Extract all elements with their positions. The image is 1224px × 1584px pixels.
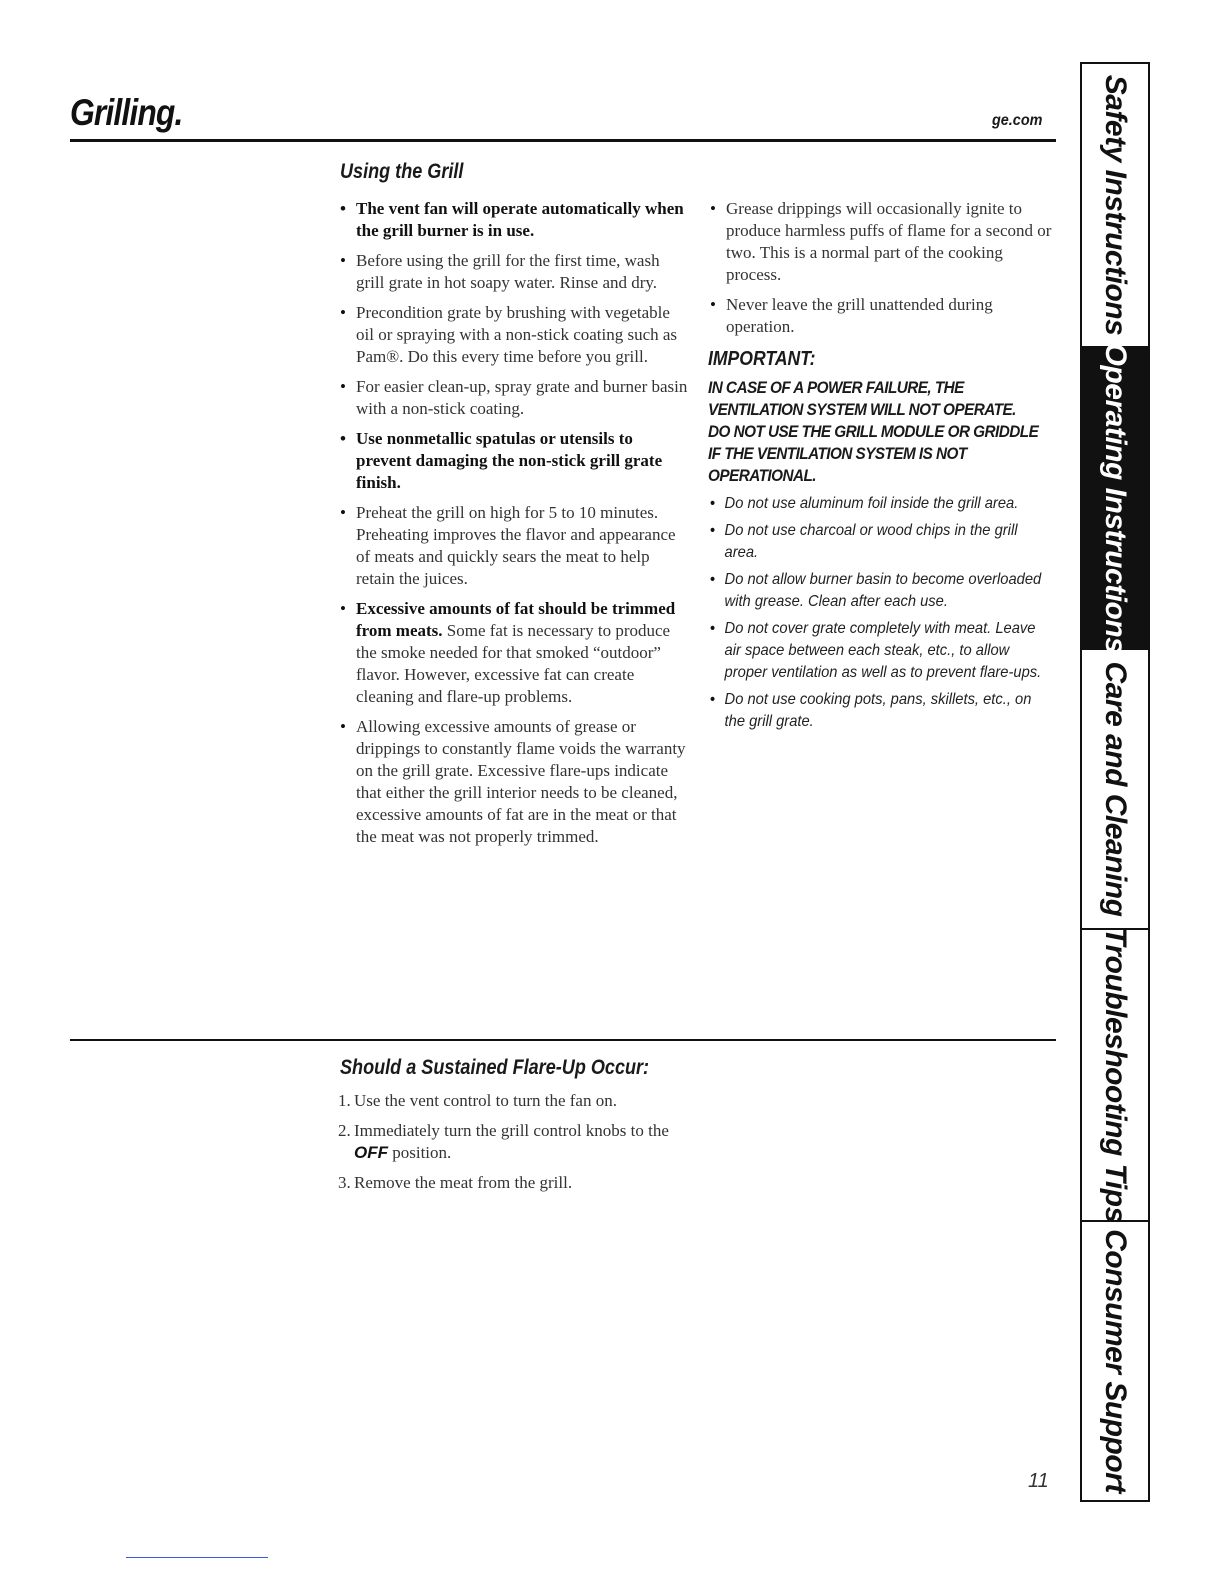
important-heading: IMPORTANT: — [708, 348, 816, 370]
list-item: • Preheat the grill on high for 5 to 10 minutes. Preheating improves the flavor and appearance of meats and quickly sears the meat to help retain the juices. — [340, 503, 676, 588]
using-grill-left-column — [338, 198, 688, 856]
bullet-icon: • — [710, 295, 716, 314]
list-item: • Allowing excessive amounts of grease or drippings to constantly flame voids the warranty on the grill grate. Excessive flare-ups indicate that either the grill interior needs to be cleaned, excessive amounts of fat are in the meat or that the meat was not properly trimmed. — [340, 717, 686, 846]
section-heading-using-grill: Using the Grill — [340, 160, 464, 183]
header-rule — [70, 139, 1056, 142]
bullet-icon: • — [340, 599, 346, 618]
list-item: • Never leave the grill unattended during operation. — [710, 295, 993, 336]
bullet-icon: • — [340, 251, 346, 270]
footer-link-underline — [126, 1557, 268, 1558]
step-item: 3. Remove the meat from the grill. — [338, 1173, 573, 1192]
important-list — [708, 493, 1053, 733]
list-item: • Do not use aluminum foil inside the grill area. — [708, 493, 1051, 515]
flare-up-steps — [338, 1090, 698, 1202]
list-item: • The vent fan will operate automatically when the grill burner is in use. — [340, 199, 684, 240]
bullet-icon: • — [340, 377, 346, 396]
using-grill-right-column — [708, 198, 1053, 738]
list-item: • Do not allow burner basin to become overloaded with grease. Clean after each use. — [709, 571, 1042, 610]
page-title: Grilling. — [70, 92, 183, 133]
section-divider — [70, 1039, 1056, 1041]
bullet-icon: • — [340, 199, 346, 218]
section-heading-flare-up: Should a Sustained Flare-Up Occur: — [340, 1056, 650, 1079]
bullet-icon: • — [709, 522, 716, 539]
list-item: • Do not cover grate completely with meat. Leave air space between each steak, etc., to allow proper ventilation as well as to prevent flare-ups. — [709, 620, 1042, 681]
list-item: • Excessive amounts of fat should be trimmed from meats. Some fat is necessary to produce the smoke needed for that smoked “outdoor” flavor. However, excessive fat can create cleaning and flare-up problems. — [340, 599, 676, 706]
off-position-label: OFF — [354, 1143, 388, 1162]
bullet-icon: • — [709, 691, 716, 708]
list-item: • Do not use cooking pots, pans, skillets, etc., on the grill grate. — [709, 691, 1032, 730]
site-url: ge.com — [992, 112, 1043, 129]
bullet-icon: • — [340, 429, 346, 448]
bullet-icon: • — [709, 620, 716, 637]
page-number: 11 — [1028, 1470, 1049, 1492]
important-warning: IN CASE OF A POWER FAILURE, THE VENTILATION SYSTEM WILL NOT OPERATE. DO NOT USE THE GRILL MODULE OR GRIDDLE IF THE VENTILATION SYSTEM IS NOT OPERATIONAL. — [708, 378, 1039, 485]
bullet-icon: • — [709, 571, 716, 588]
bullet-icon: • — [340, 717, 346, 736]
using-grill-list-continued — [708, 198, 1053, 338]
bullet-icon: • — [709, 495, 716, 512]
using-grill-list — [338, 198, 688, 848]
list-item: • Grease drippings will occasionally ignite to produce harmless puffs of flame for a second or two. This is a normal part of the cooking process. — [710, 199, 1052, 284]
step-item: 1. Use the vent control to turn the fan on. — [338, 1091, 617, 1110]
bullet-icon: • — [340, 503, 346, 522]
step-item: 2. Immediately turn the grill control knobs to the OFF position. — [338, 1121, 669, 1162]
tab-care-and-cleaning[interactable]: Care and Cleaning — [1082, 650, 1148, 930]
flare-up-list — [338, 1090, 698, 1194]
tab-safety-instructions[interactable]: Safety Instructions — [1082, 64, 1148, 348]
tab-operating-instructions[interactable]: Operating Instructions — [1082, 348, 1148, 650]
tab-consumer-support[interactable]: Consumer Support — [1099, 1229, 1132, 1493]
list-item: • For easier clean-up, spray grate and burner basin with a non-stick coating. — [340, 377, 688, 418]
tab-troubleshooting-tips[interactable]: Troubleshooting Tips — [1082, 930, 1148, 1222]
list-item: • Precondition grate by brushing with vegetable oil or spraying with a non-stick coating such as Pam®. Do this every time before you grill. — [340, 303, 678, 366]
bullet-icon: • — [340, 303, 346, 322]
list-item: • Before using the grill for the first time, wash grill grate in hot soapy water. Rinse and dry. — [340, 251, 660, 292]
bullet-icon: • — [710, 199, 716, 218]
list-item: • Do not use charcoal or wood chips in the grill area. — [709, 522, 1018, 561]
list-item: • Use nonmetallic spatulas or utensils to prevent damaging the non-stick grill grate finish. — [340, 429, 663, 492]
section-tabs — [1080, 62, 1150, 1502]
